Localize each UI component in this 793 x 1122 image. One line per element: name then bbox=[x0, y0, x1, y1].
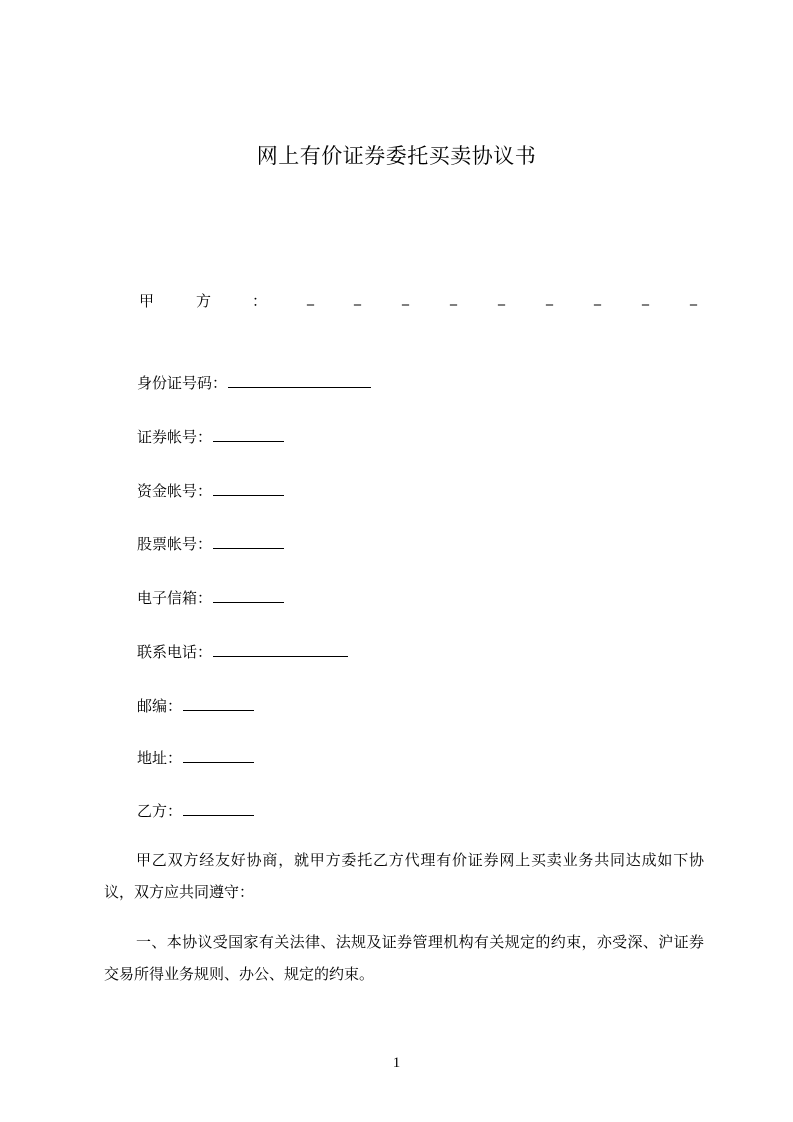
fund-account-field bbox=[137, 479, 284, 501]
party-a-colon: ： bbox=[252, 292, 268, 310]
id-number-blank[interactable] bbox=[228, 371, 371, 388]
stock-account-blank[interactable] bbox=[213, 532, 284, 549]
party-b-label: 乙方： bbox=[137, 802, 183, 820]
party-a-blank-dash: _ bbox=[546, 290, 553, 306]
phone-field bbox=[137, 640, 348, 662]
phone-label: 联系电话： bbox=[137, 643, 213, 661]
email-label: 电子信箱： bbox=[137, 589, 213, 607]
id-number-label: 身份证号码： bbox=[137, 374, 228, 392]
phone-blank[interactable] bbox=[213, 640, 348, 657]
party-a-blank-dash: _ bbox=[594, 290, 601, 306]
page-number: 1 bbox=[392, 1055, 401, 1071]
party-a-blank-dash: _ bbox=[307, 290, 314, 306]
id-number-field bbox=[137, 371, 371, 393]
agreement-intro-paragraph: 甲乙双方经友好协商，就甲方委托乙方代理有价证券网上买卖业务共同达成如下协议，双方应共同遵守： bbox=[104, 851, 704, 901]
address-blank[interactable] bbox=[183, 746, 254, 763]
postcode-blank[interactable] bbox=[183, 694, 254, 711]
party-a-label-first: 甲 bbox=[139, 292, 155, 310]
address-label: 地址： bbox=[137, 749, 183, 767]
address-field bbox=[137, 746, 254, 768]
fund-account-label: 资金帐号： bbox=[137, 482, 213, 500]
clause-one-paragraph: 一、本协议受国家有关法律、法规及证券管理机构有关规定的约束，亦受深、沪证券交易所得业务规则、办公、规定的约束。 bbox=[104, 933, 704, 983]
stock-account-label: 股票帐号： bbox=[137, 535, 213, 553]
securities-account-label: 证券帐号： bbox=[137, 428, 213, 446]
party-a-row bbox=[137, 290, 707, 314]
party-b-field bbox=[137, 799, 254, 821]
party-b-blank[interactable] bbox=[183, 799, 254, 816]
party-a-blank-dash: _ bbox=[402, 290, 409, 306]
email-blank[interactable] bbox=[213, 586, 284, 603]
party-a-blank-dash: _ bbox=[642, 290, 649, 306]
fund-account-blank[interactable] bbox=[213, 479, 284, 496]
email-field bbox=[137, 586, 284, 608]
postcode-label: 邮编： bbox=[137, 697, 183, 715]
securities-account-field bbox=[137, 425, 284, 447]
party-a-label-second: 方 bbox=[196, 292, 212, 310]
document-title: 网上有价证券委托买卖协议书 bbox=[256, 144, 537, 168]
stock-account-field bbox=[137, 532, 284, 554]
party-a-blank-dash: _ bbox=[354, 290, 361, 306]
securities-account-blank[interactable] bbox=[213, 425, 284, 442]
party-a-blank-dash: _ bbox=[450, 290, 457, 306]
postcode-field bbox=[137, 694, 254, 716]
party-a-blank-dash: _ bbox=[498, 290, 505, 306]
party-a-blank-dash: _ bbox=[690, 290, 697, 306]
